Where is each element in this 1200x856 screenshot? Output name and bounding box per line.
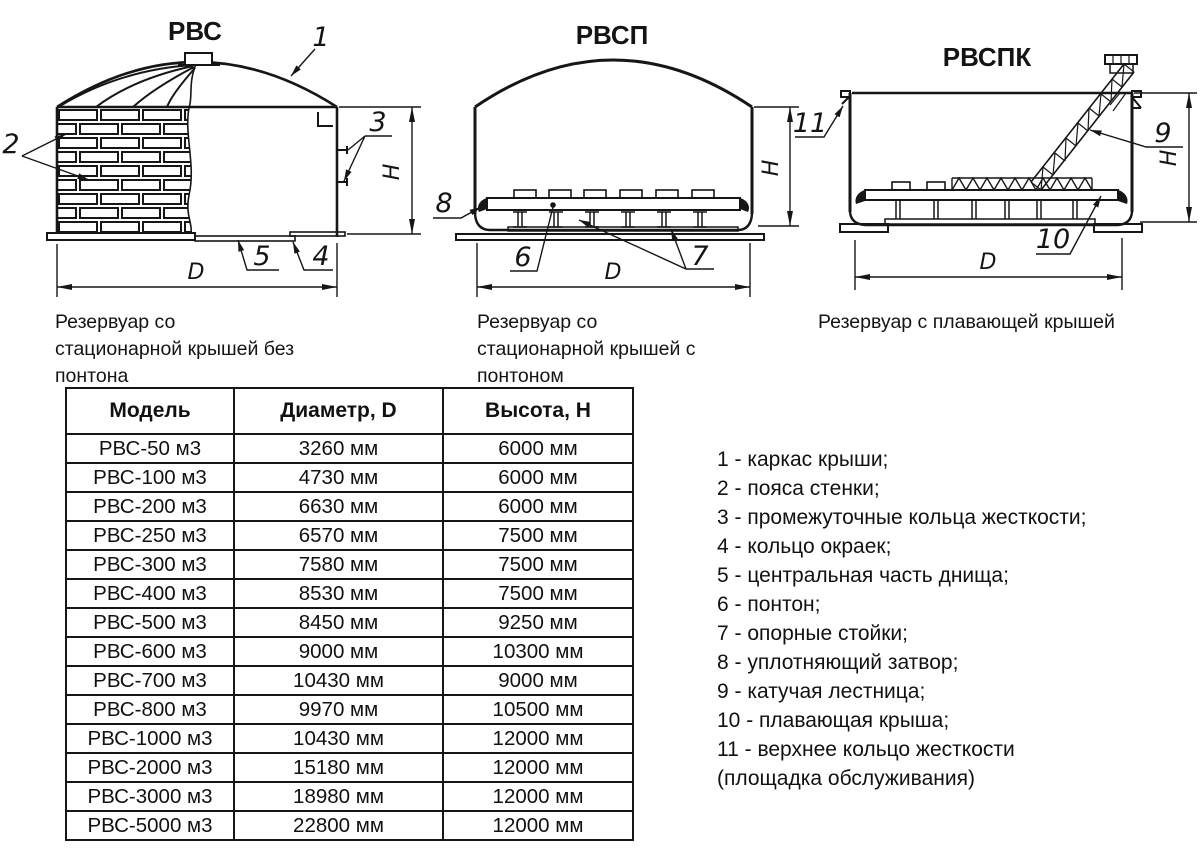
cell-diameter: 15180 мм — [234, 753, 443, 782]
cell-model: РВС-100 м3 — [66, 463, 234, 492]
cell-diameter: 9000 мм — [234, 637, 443, 666]
cell-model: РВС-5000 м3 — [66, 811, 234, 840]
diagrams-canvas — [0, 0, 1200, 305]
cell-height: 7500 мм — [443, 579, 633, 608]
rim-seal-left — [855, 190, 865, 204]
rim-seal-right — [740, 198, 749, 212]
rim-seal-left — [478, 198, 487, 212]
cell-height: 12000 мм — [443, 724, 633, 753]
table-row — [66, 608, 633, 637]
diagram-rvspk-title: РВСПК — [942, 42, 1032, 72]
table-row — [66, 811, 633, 840]
cell-height: 7500 мм — [443, 550, 633, 579]
cell-height: 7500 мм — [443, 521, 633, 550]
table-row — [66, 434, 633, 463]
cell-height: 6000 мм — [443, 434, 633, 463]
legend-item: 11 - верхнее кольцо жесткости — [717, 738, 1015, 761]
diagram-rvs-title: РВС — [168, 16, 222, 46]
legend-item: 4 - кольцо окраек; — [717, 535, 892, 558]
dim-d-label-rvsp: D — [604, 260, 622, 285]
caption-rvs: Резервуар со стационарной крышей без понтона — [55, 311, 295, 387]
roof-cap — [185, 53, 212, 65]
dim-h-label-rvspk: H — [1157, 149, 1182, 167]
brick-wall — [57, 108, 191, 234]
legend-item: 10 - плавающая крыша; — [717, 709, 950, 732]
support-legs — [513, 212, 707, 227]
table-row — [66, 637, 633, 666]
table-row — [66, 550, 633, 579]
rim-seal-right — [1118, 190, 1128, 204]
legend-item: 6 - понтон; — [717, 593, 821, 616]
diagram-rvs — [2, 16, 421, 297]
dimensions-table — [65, 387, 634, 841]
header-height: Высота, H — [443, 388, 633, 434]
break-line — [188, 64, 196, 234]
cell-height: 9000 мм — [443, 666, 633, 695]
table-row — [66, 463, 633, 492]
cell-diameter: 8530 мм — [234, 579, 443, 608]
cell-diameter: 4730 мм — [234, 463, 443, 492]
cell-model: РВС-300 м3 — [66, 550, 234, 579]
diagram-rvsp — [433, 20, 799, 297]
cell-model: РВС-800 м3 — [66, 695, 234, 724]
cell-height: 9250 мм — [443, 608, 633, 637]
header-model: Модель — [66, 388, 234, 434]
caption-rvspk: Резервуар с плавающей крышей — [818, 311, 1115, 333]
cell-model: РВС-400 м3 — [66, 579, 234, 608]
cell-height: 10500 мм — [443, 695, 633, 724]
cell-model: РВС-3000 м3 — [66, 782, 234, 811]
cell-diameter: 7580 мм — [234, 550, 443, 579]
cell-height: 12000 мм — [443, 811, 633, 840]
roof-top-boxes — [892, 182, 945, 190]
diagram-rvsp-title: РВСП — [575, 20, 649, 50]
bottom-center-part — [195, 236, 295, 241]
cell-diameter: 6570 мм — [234, 521, 443, 550]
callout-9: 9 — [1154, 118, 1172, 149]
roof-frame-ribs — [60, 65, 195, 107]
callout-2: 2 — [2, 129, 20, 160]
bottom-plate-left — [47, 233, 195, 240]
callout-5: 5 — [253, 241, 271, 272]
table-row — [66, 724, 633, 753]
dim-d-label-rvs: D — [187, 260, 205, 285]
table-row — [66, 782, 633, 811]
cell-diameter: 6630 мм — [234, 492, 443, 521]
cell-model: РВС-500 м3 — [66, 608, 234, 637]
cell-model: РВС-1000 м3 — [66, 724, 234, 753]
callout-8: 8 — [435, 188, 453, 219]
callout-10: 10 — [1035, 224, 1071, 255]
dim-h-label-rvsp: H — [759, 159, 784, 177]
table-row — [66, 666, 633, 695]
cell-height: 6000 мм — [443, 492, 633, 521]
dome-roof — [475, 60, 752, 107]
support-legs — [896, 200, 1077, 219]
cell-model: РВС-250 м3 — [66, 521, 234, 550]
header-diameter: Диаметр, D — [234, 388, 443, 434]
callout-1: 1 — [312, 22, 330, 53]
tank-shell — [850, 93, 1132, 212]
stiffening-rings — [337, 146, 347, 186]
dim-h-label-rvs: H — [380, 163, 405, 181]
callout-6: 6 — [514, 242, 532, 273]
caption-rvsp: Резервуар со стационарной крышей с понтоном — [477, 311, 696, 387]
legend — [717, 445, 1087, 793]
wall-top-detail — [318, 112, 333, 126]
callout-3: 3 — [369, 107, 387, 138]
legend-item: (площадка обслуживания) — [717, 767, 975, 790]
legend-item: 8 - уплотняющий затвор; — [717, 651, 959, 674]
legend-item: 3 - промежуточные кольца жесткости; — [717, 506, 1087, 529]
callout-11: 11 — [792, 108, 828, 139]
cell-model: РВС-2000 м3 — [66, 753, 234, 782]
roof-truss-track — [952, 178, 1092, 190]
cell-diameter: 9970 мм — [234, 695, 443, 724]
pontoon-top-boxes — [514, 190, 714, 198]
cell-diameter: 22800 мм — [234, 811, 443, 840]
table-row — [66, 579, 633, 608]
leader-1 — [291, 49, 315, 76]
dome-roof — [57, 62, 337, 107]
legend-item: 7 - опорные стойки; — [717, 622, 908, 645]
pontoon — [487, 198, 740, 210]
cell-height: 10300 мм — [443, 637, 633, 666]
cell-diameter: 18980 мм — [234, 782, 443, 811]
rolling-ladder — [1031, 55, 1137, 190]
dim-d-label-rvspk: D — [979, 250, 997, 275]
legend-item: 9 - катучая лестница; — [717, 680, 926, 703]
cell-diameter: 10430 мм — [234, 666, 443, 695]
legend-item: 5 - центральная часть днища; — [717, 564, 1009, 587]
cell-diameter: 8450 мм — [234, 608, 443, 637]
cell-height: 12000 мм — [443, 753, 633, 782]
cell-model: РВС-50 м3 — [66, 434, 234, 463]
leader-6-dot — [550, 202, 556, 208]
table-row — [66, 695, 633, 724]
table-row — [66, 521, 633, 550]
diagram-rvspk — [793, 42, 1197, 290]
callout-7: 7 — [691, 241, 709, 272]
cell-model: РВС-700 м3 — [66, 666, 234, 695]
cell-diameter: 10430 мм — [234, 724, 443, 753]
callout-4: 4 — [312, 241, 330, 272]
table-body — [66, 434, 633, 840]
cell-diameter: 3260 мм — [234, 434, 443, 463]
table-header-row — [66, 388, 633, 434]
legend-item: 1 - каркас крыши; — [717, 448, 889, 471]
cell-model: РВС-600 м3 — [66, 637, 234, 666]
cell-height: 12000 мм — [443, 782, 633, 811]
legend-item: 2 - пояса стенки; — [717, 477, 880, 500]
cell-height: 6000 мм — [443, 463, 633, 492]
table-row — [66, 753, 633, 782]
table-row — [66, 492, 633, 521]
cell-model: РВС-200 м3 — [66, 492, 234, 521]
floating-roof — [865, 190, 1118, 200]
